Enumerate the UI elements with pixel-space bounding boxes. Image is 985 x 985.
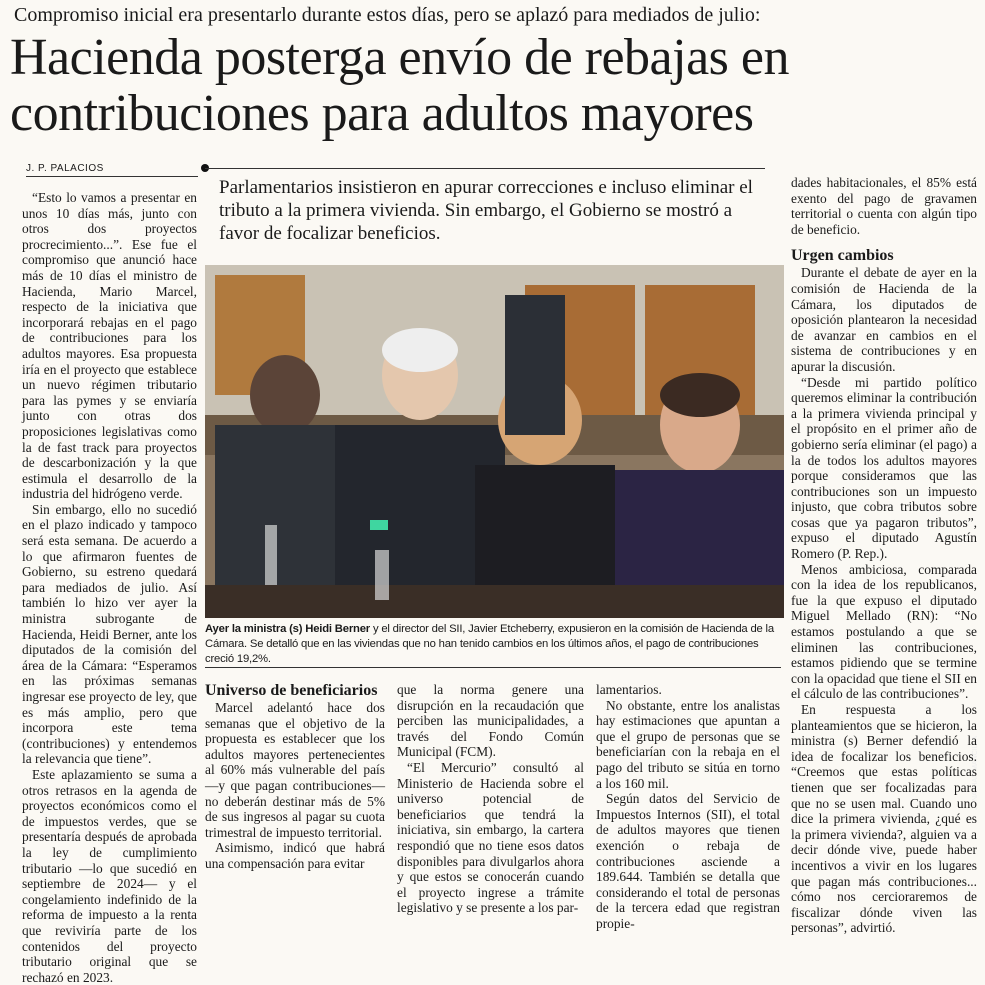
paragraph: “El Mercurio” consultó al Ministerio de Hacienda sobre el universo potencial de beneficiarios que tendrá la iniciativa, sin embargo, la cartera respondió que no tiene esos datos disponibles para divulgarlos ahora y que estos se conocerán cuando el proyecto ingrese a trámite legislativo y se presente a los par- — [397, 759, 584, 916]
deck: Parlamentarios insistieron en apurar correcciones e incluso eliminar el tributo a la primera vivienda. Sin embargo, el Gobierno se mostró a favor de focalizar beneficios. — [219, 177, 753, 244]
caption-text: y el director del SII, Javier Etcheberry, expusieron en la comisión de Hacienda de la Cámara. Se detalló que en las viviendas que no han tenido cambios en los últimos años, el pago de contribuciones creció 19,2%. — [205, 623, 774, 665]
paragraph: Sin embargo, ello no sucedió en el plazo indicado y tampoco será esta semana. De acuerdo a lo que afirmaron fuentes de Gobierno, su estreno quedará para mediados de julio. Así también lo hizo ver ayer la ministra subrogante de Hacienda, Heidi Berner, ante los diputados de la comisión del área de la Cámara: “Esperamos en las próximas semanas ingresar ese proyecto de ley, que es más amplio, pero que incorpora este tema (contribuciones) y entendemos la relevancia que tiene”. — [22, 501, 197, 767]
caption-rule — [205, 667, 781, 668]
kicker: Compromiso inicial era presentarlo durante estos días, pero se aplazó para mediados de julio: — [14, 4, 761, 26]
paragraph: Este aplazamiento se suma a otros retrasos en la agenda de proyectos económicos como el de impuestos verdes, que se presentaría después de aprobada la ley de cumplimiento tributario —lo que sucedió en septiembre de 2024— y el congelamiento indefinido de la reforma de impuesto a la renta que reviviría parte de los contenidos del proyecto tributario original que se rechazó en 2023. — [22, 766, 197, 985]
subheading-urgen-cambios: Urgen cambios — [791, 247, 894, 265]
photo-caption — [205, 622, 781, 667]
byline-rule — [26, 176, 198, 177]
paragraph: “Esto lo vamos a presentar en unos 10 días más, junto con otros dos proyectos procrecimiento...”. Ese fue el compromiso que anunció hace más de 10 días el ministro de Hacienda, Mario Marcel, respecto de la iniciativa que incorporará rebajas en el pago de contribuciones para los adultos mayores. Esa propuesta iría en el proyecto que establece un nuevo régimen tributario para las pymes y se enviaría junto con otras dos proposiciones legislativas como la de fast track para proyectos de descarbonización y la que estimula el desarrollo de la industria del hidrógeno verde. — [22, 190, 197, 502]
column-1 — [22, 190, 197, 985]
column-3 — [397, 682, 584, 916]
headline: Hacienda posterga envío de rebajas en contribuciones para adultos mayores — [10, 29, 789, 142]
paragraph: dades habitacionales, el 85% está exento del pago de gravamen territorial o cuenta con algún tipo de beneficio. — [791, 175, 977, 237]
paragraph: No obstante, entre los analistas hay estimaciones que apuntan a que el grupo de personas que se beneficiarían con la rebaja en el pago del tributo se sitúa en torno a los 160 mil. — [596, 697, 780, 791]
paragraph: Asimismo, indicó que habrá una compensación para evitar — [205, 840, 385, 871]
paragraph: En respuesta a los planteamientos que se hicieron, la ministra (s) Berner defendió la idea de focalizar los beneficios. “Creemos que estas políticas tienen que ser focalizadas para que no se usen mal. Cuando uno dice la primera vivienda, ¿qué es la primera vivienda?, alguien va a decir dónde vive, puede haber incentivos a vivir en los lugares que pagan más contribuciones... cómo nos cercioraremos de fiscalizar dónde viven las personas”, advirtió. — [791, 702, 977, 936]
paragraph: “Desde mi partido político queremos eliminar la contribución a la primera vivienda principal y el propósito en el primer año de gobierno sería eliminar (el pago) a la de todos los adultos mayores porque consideramos que las contribuciones son un impuesto injusto, que cobra tributos sobre cosas que ya pagaron tributos”, expuso el diputado Agustín Romero (P. Rep.). — [791, 374, 977, 562]
byline: J. P. PALACIOS — [26, 163, 104, 174]
paragraph: Marcel adelantó hace dos semanas que el objetivo de la propuesta es establecer que los adultos mayores pertenecientes al 60% más vulnerable del país —y que pagan contribuciones— no deberán destinar más de 5% de sus ingresos al pagar su cuota trimestral de impuesto territorial. — [205, 700, 385, 840]
column-2 — [205, 682, 385, 872]
subheading-universo: Universo de beneficiarios — [205, 682, 378, 699]
paragraph: que la norma genere una disrupción en la recaudación que perciben las municipalidades, a través del Fondo Común Municipal (FCM). — [397, 682, 584, 760]
deck-rule — [205, 168, 765, 169]
paragraph: Según datos del Servicio de Impuestos Internos (SII), el total de adultos mayores que tienen exención o rebaja de contribuciones asciende a 189.644. También se detalla que considerando el total de personas de la tercera edad que registran propie- — [596, 791, 780, 931]
photo-credit: JONATHAN MANCILLA — [972, 735, 979, 810]
paragraph: Durante el debate de ayer en la comisión de Hacienda de la Cámara, los diputados de oposición plantearon la necesidad de avanzar en cambios en el sistema de contribuciones y en apurar la discusión. — [791, 265, 977, 374]
paragraph: lamentarios. — [596, 682, 662, 697]
photo-illustration — [205, 265, 784, 618]
column-4 — [596, 682, 780, 932]
column-5 — [791, 175, 977, 936]
caption-lead: Ayer la ministra (s) Heidi Berner — [205, 623, 371, 635]
paragraph: Menos ambiciosa, comparada con la idea de los republicanos, fue la que expuso el diputado Miguel Mellado (RN): “No estamos postulando a que se eliminen las contribuciones, estamos pidiendo que se termine con la opacidad que tiene el SII en el cálculo de las contribuciones”. — [791, 561, 977, 702]
